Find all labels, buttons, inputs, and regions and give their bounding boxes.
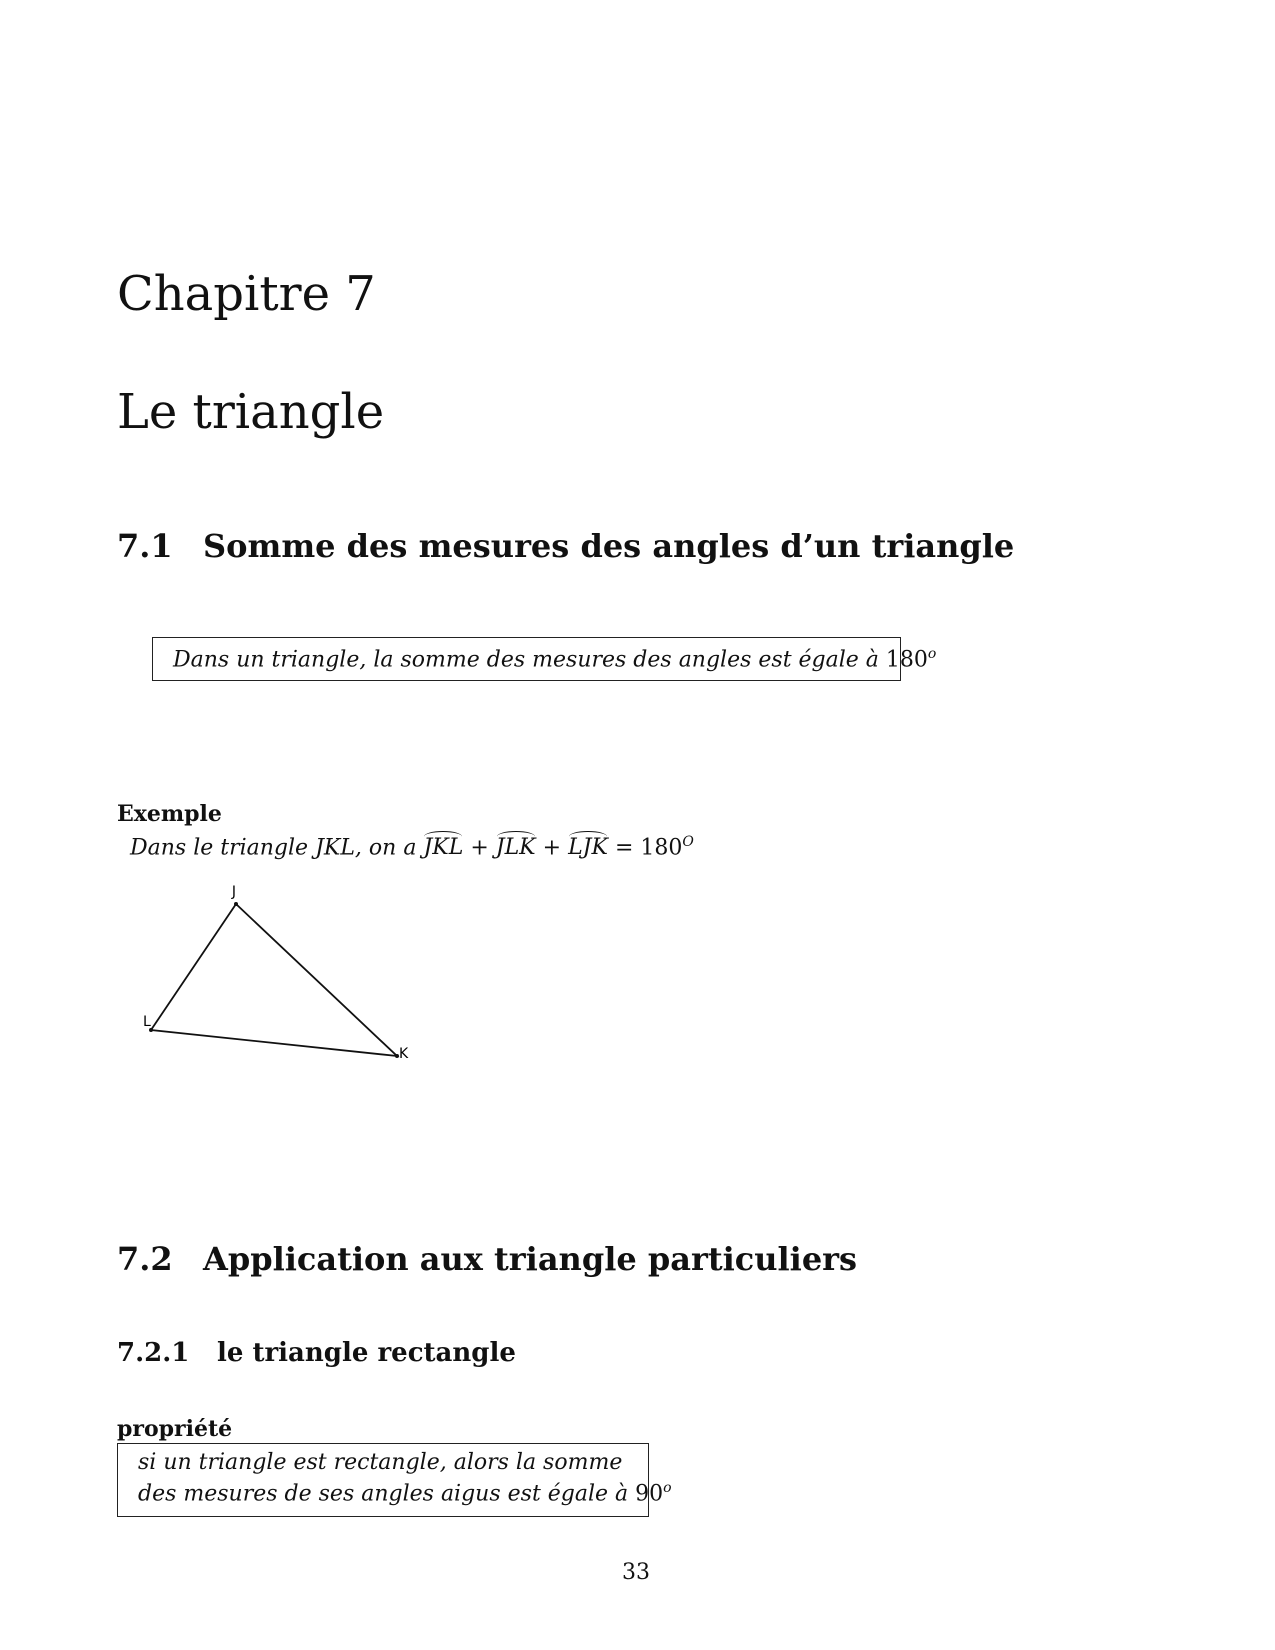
angle-jkl: JKL <box>423 835 464 861</box>
angle-ljk: LJK <box>568 835 608 861</box>
property-line-2 <box>138 1480 672 1506</box>
theorem-degree: o <box>927 646 937 662</box>
section-title: Application aux triangle particuliers <box>203 1240 858 1278</box>
triangle-jkl-shape <box>151 904 397 1056</box>
section-number: 7.1 <box>117 527 173 565</box>
vertex-j-label: J <box>231 884 237 900</box>
vertex-l-label: L <box>143 1014 151 1030</box>
vertex-k-label: K <box>399 1046 409 1062</box>
vertex-j-point <box>234 902 238 906</box>
theorem-statement: Dans un triangle, la somme des mesures des angles est égale à <box>173 647 886 673</box>
example-label: Exemple <box>117 801 222 827</box>
section-number: 7.2 <box>117 1240 173 1278</box>
property-value: 90 <box>635 1481 664 1507</box>
section-title: Somme des mesures des angles d’un triangle <box>203 527 1015 565</box>
subsection-title: le triangle rectangle <box>217 1338 516 1368</box>
chapter-title: Le triangle <box>117 384 385 440</box>
chapter-label: Chapitre 7 <box>117 266 376 322</box>
property-statement: des mesures de ses angles aigus est égale à <box>138 1481 636 1507</box>
example-result: 180 <box>640 835 683 861</box>
property-box <box>117 1443 672 1517</box>
subsection-number: 7.2.1 <box>117 1338 190 1368</box>
angle-jlk: JLK <box>495 835 536 861</box>
theorem-value: 180 <box>885 647 928 673</box>
section-heading-7-2 <box>117 1240 858 1278</box>
property-degree: o <box>663 1480 672 1496</box>
example-degree: O <box>682 834 694 850</box>
subsection-heading-7-2-1 <box>117 1340 516 1366</box>
plus-sign: + <box>542 835 562 861</box>
property-label: propriété <box>117 1416 233 1442</box>
plus-sign: + <box>470 835 489 861</box>
example-intro: Dans le triangle JKL, on a <box>130 835 424 861</box>
page-number: 33 <box>622 1560 650 1585</box>
property-line-1: si un triangle est rectangle, alors la somme <box>138 1450 623 1475</box>
equals-sign: = <box>614 835 634 861</box>
